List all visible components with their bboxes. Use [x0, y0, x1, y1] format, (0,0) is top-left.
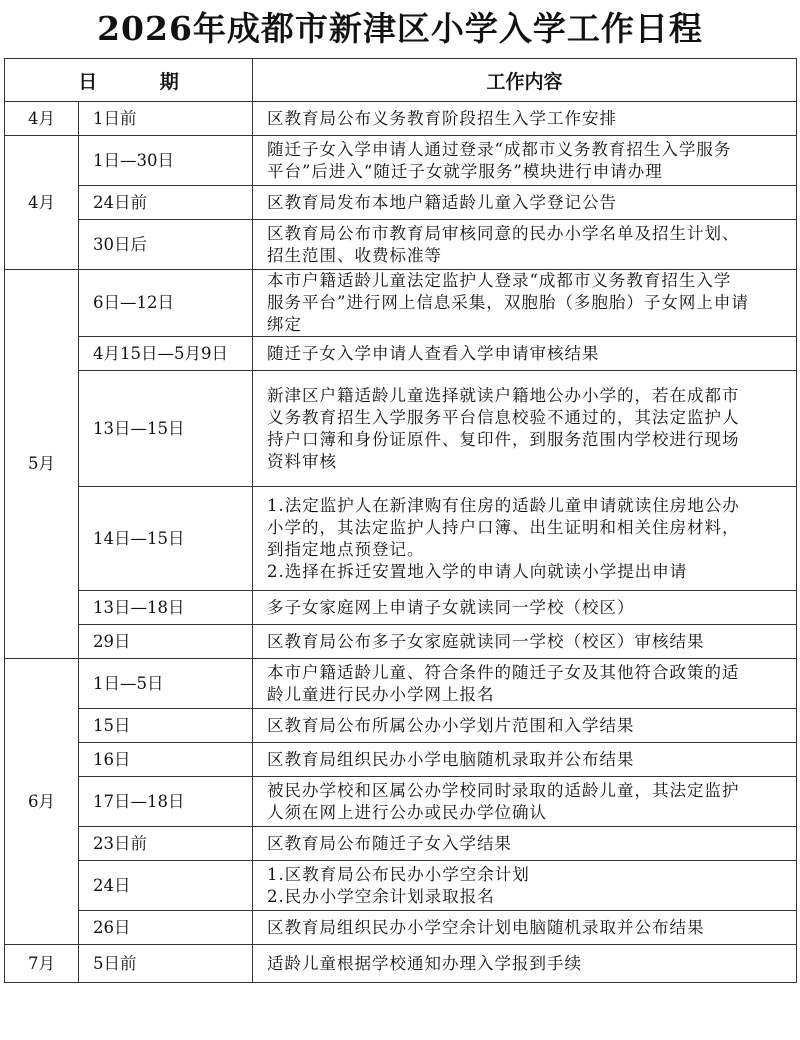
table-header-row [5, 59, 797, 102]
table-body [5, 102, 797, 983]
month-cell: 5月 [5, 270, 79, 659]
content-line: 新津区户籍适龄儿童选择就读户籍地公办小学的，若在成都市 [267, 385, 740, 405]
content-cell [253, 709, 797, 743]
content-line: 绑定 [267, 315, 302, 334]
date-cell: 13日—18日 [79, 591, 253, 625]
content-cell [253, 743, 797, 777]
content-line: 2.民办小学空余计划录取报名 [267, 886, 495, 906]
date-cell: 15日 [79, 709, 253, 743]
date-cell: 26日 [79, 911, 253, 945]
table-row [5, 270, 797, 337]
content-line: 到指定地点预登记。 [267, 539, 425, 559]
table-row [5, 861, 797, 911]
content-line: 2.选择在拆迁安置地入学的申请人向就读小学提出申请 [267, 561, 688, 581]
table-row [5, 102, 797, 136]
content-line: 区教育局组织民办小学电脑随机录取并公布结果 [267, 749, 635, 769]
content-cell [253, 911, 797, 945]
content-line: 区教育局公布随迁子女入学结果 [267, 833, 512, 853]
content-line: 随迁子女入学申请人通过登录“成都市义务教育招生入学服务 [267, 139, 732, 159]
content-line: 被民办学校和区属公办学校同时录取的适龄儿童，其法定监护 [267, 780, 740, 800]
month-cell: 7月 [5, 945, 79, 983]
content-line: 人须在网上进行公办或民办学位确认 [267, 802, 547, 822]
schedule-table [4, 58, 797, 983]
date-cell: 4月15日—5月9日 [79, 337, 253, 371]
content-cell [253, 270, 797, 337]
content-cell [253, 220, 797, 270]
content-cell [253, 625, 797, 659]
date-cell: 1日前 [79, 102, 253, 136]
content-cell [253, 136, 797, 186]
month-cell: 6月 [5, 659, 79, 945]
date-cell: 23日前 [79, 827, 253, 861]
date-cell: 13日—15日 [79, 371, 253, 487]
content-line: 小学的，其法定监护人持户口簿、出生证明和相关住房材料， [267, 517, 740, 537]
content-cell [253, 777, 797, 827]
content-line: 招生范围、收费标准等 [267, 245, 442, 265]
table-row [5, 220, 797, 270]
content-cell [253, 945, 797, 983]
date-cell: 14日—15日 [79, 487, 253, 591]
page-title: 2026年成都市新津区小学入学工作日程 [97, 9, 703, 48]
content-line: 区教育局公布义务教育阶段招生入学工作安排 [267, 108, 617, 128]
date-cell: 24日前 [79, 186, 253, 220]
table-row [5, 186, 797, 220]
table-row [5, 487, 797, 591]
content-line: 区教育局公布所属公办小学划片范围和入学结果 [267, 715, 635, 735]
date-cell: 5日前 [79, 945, 253, 983]
content-line: 区教育局公布多子女家庭就读同一学校（校区）审核结果 [267, 631, 705, 651]
table-row [5, 136, 797, 186]
date-cell: 6日—12日 [79, 270, 253, 337]
table-row [5, 777, 797, 827]
content-line: 本市户籍适龄儿童、符合条件的随迁子女及其他符合政策的适 [267, 662, 740, 682]
table-row [5, 827, 797, 861]
content-line: 义务教育招生入学服务平台信息校验不通过的，其法定监护人 [267, 407, 740, 427]
table-row [5, 659, 797, 709]
content-cell [253, 102, 797, 136]
month-cell: 4月 [5, 102, 79, 136]
content-line: 1.法定监护人在新津购有住房的适龄儿童申请就读住房地公办 [267, 495, 740, 515]
content-line: 服务平台”进行网上信息采集，双胞胎（多胞胎）子女网上申请 [267, 293, 749, 312]
content-line: 区教育局组织民办小学空余计划电脑随机录取并公布结果 [267, 917, 705, 937]
content-line: 区教育局公布市教育局审核同意的民办小学名单及招生计划、 [267, 223, 740, 243]
content-line: 区教育局发布本地户籍适龄儿童入学登记公告 [267, 192, 617, 212]
content-line: 龄儿童进行民办小学网上报名 [267, 684, 495, 704]
content-line: 本市户籍适龄儿童法定监护人登录“成都市义务教育招生入学 [267, 271, 732, 290]
content-cell [253, 371, 797, 487]
content-line: 随迁子女入学申请人查看入学申请审核结果 [267, 343, 600, 363]
date-cell: 24日 [79, 861, 253, 911]
date-cell: 17日—18日 [79, 777, 253, 827]
content-line: 资料审核 [267, 451, 337, 471]
content-line: 1.区教育局公布民办小学空余计划 [267, 864, 530, 884]
content-cell [253, 337, 797, 371]
content-line: 持户口簿和身份证原件、复印件，到服务范围内学校进行现场 [267, 429, 740, 449]
table-row [5, 337, 797, 371]
date-cell: 29日 [79, 625, 253, 659]
content-line: 多子女家庭网上申请子女就读同一学校（校区） [267, 597, 635, 617]
date-cell: 30日后 [79, 220, 253, 270]
table-row [5, 371, 797, 487]
table-row [5, 709, 797, 743]
content-cell [253, 591, 797, 625]
content-line: 适龄儿童根据学校通知办理入学报到手续 [267, 953, 582, 973]
date-cell: 16日 [79, 743, 253, 777]
table-row [5, 625, 797, 659]
month-cell: 4月 [5, 136, 79, 270]
content-cell [253, 186, 797, 220]
content-line: 平台”后进入“随迁子女就学服务”模块进行申请办理 [267, 161, 663, 181]
table-row [5, 945, 797, 983]
content-cell [253, 487, 797, 591]
header-date: 日 期 [5, 59, 253, 102]
header-content: 工作内容 [253, 59, 797, 102]
date-cell: 1日—30日 [79, 136, 253, 186]
content-cell [253, 861, 797, 911]
table-row [5, 911, 797, 945]
content-cell [253, 827, 797, 861]
content-cell [253, 659, 797, 709]
date-cell: 1日—5日 [79, 659, 253, 709]
table-row [5, 743, 797, 777]
table-row [5, 591, 797, 625]
